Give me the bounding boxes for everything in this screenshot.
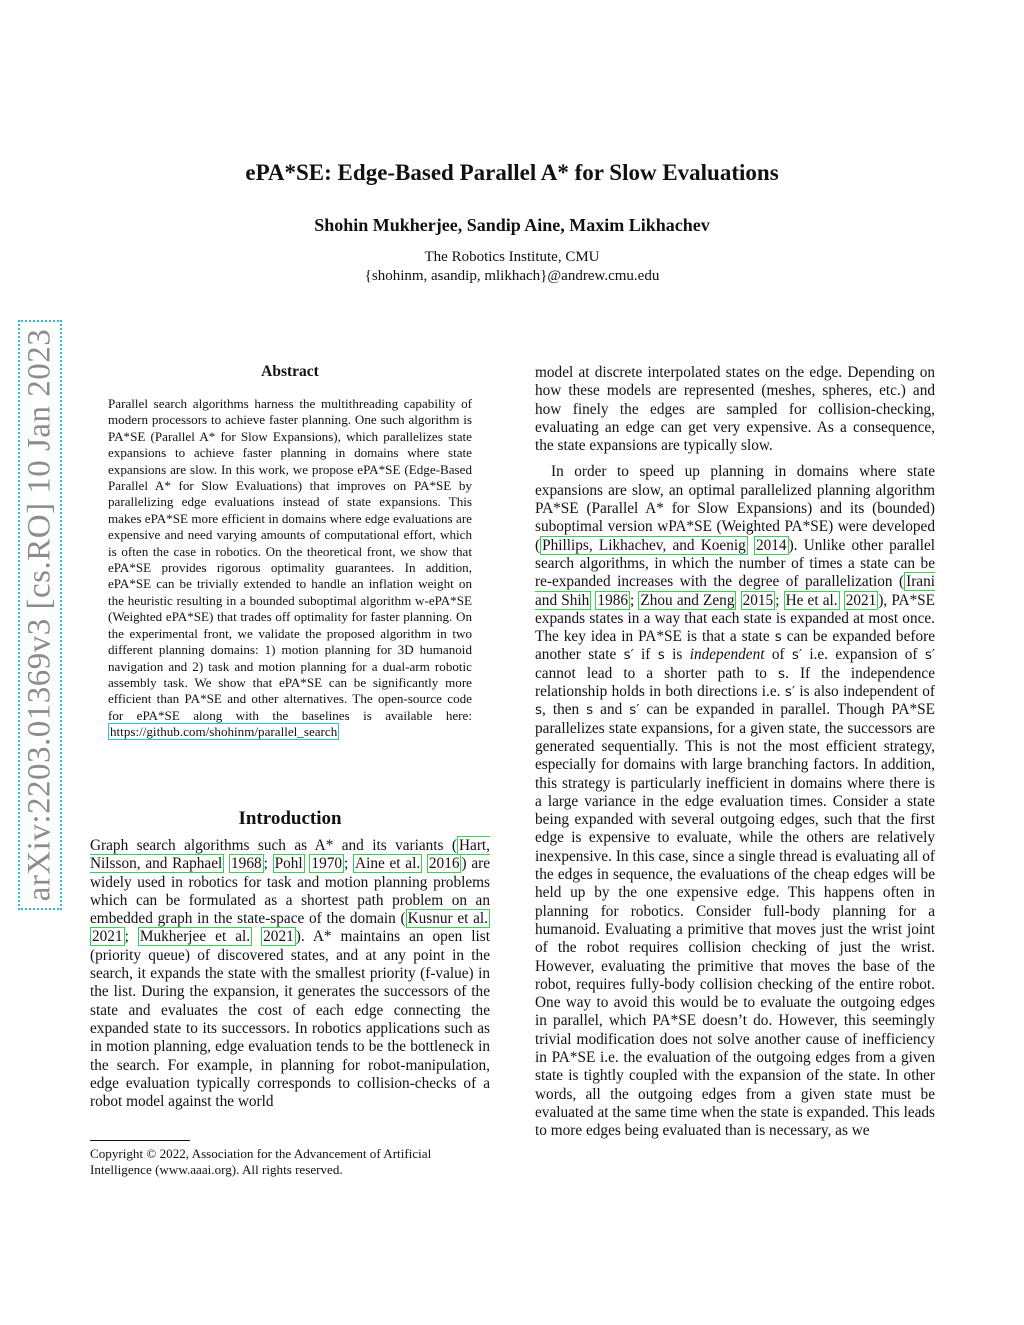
text-run: is also independent of	[795, 683, 935, 701]
arxiv-id: arXiv:2203.01369v3 [cs.RO] 10 Jan 2023	[21, 328, 58, 902]
text-run: ;	[344, 855, 354, 873]
text-run: of	[764, 646, 792, 664]
abstract-text: Parallel search algorithms harness the multithreading capability of modern processors to achieve faster planning. One such algorithm is PA*SE (Parallel A* for Slow Expansions), which parallelizes state expansions to achieve faster planning in domains where state expansions are slow. In this work, we propose ePA*SE (Edge-Based Parallel A* for Slow Evaluations) that improves on PA*SE by parallelizing edge evaluations instead of state expansions. This makes ePA*SE more efficient in domains where edge evaluations are expensive and need varying amounts of computational effort, which is often the case in robotics. On the theoretical front, we show that ePA*SE provides rigorous optimality guarantees. In addition, ePA*SE can be trivially extended to handle an inflation weight on the heuristic resulting in a bounded suboptimal algorithm w-ePA*SE (Weighted ePA*SE) that trades off optimality for faster planning. On the experimental front, we validate the proposed algorithm in two different planning domains: 1) motion planning for 3D humanoid navigation and 2) task and motion planning for a dual-arm robotic assembly task. We show that ePA*SE can be significantly more efficient than PA*SE and other alternatives. The open-source code for ePA*SE along with the baselines is available here:	[108, 396, 472, 723]
math-symbol: s′	[784, 684, 796, 701]
math-symbol: s	[657, 647, 665, 664]
citation-link[interactable]: Pohl	[274, 855, 303, 873]
introduction-paragraph	[90, 837, 490, 1111]
abstract-body	[108, 396, 472, 741]
citation-link[interactable]: Phillips, Likhachev, and Koenig	[542, 536, 746, 554]
text-run: ;	[775, 591, 784, 609]
paragraph-1: model at discrete interpolated states on the edge. Depending on how these models are represented (meshes, spheres, etc.) and how finely the edges are sampled for collision-checking, evaluating an edge can get very expensive. As a consequence, the state expansions are typically slow.	[535, 364, 935, 455]
citation-link[interactable]: 2014	[755, 536, 787, 554]
math-symbol: s	[774, 629, 782, 646]
abstract-heading: Abstract	[261, 363, 319, 380]
citation-link[interactable]: 2021	[92, 928, 123, 946]
introduction-heading: Introduction	[238, 808, 342, 829]
right-column	[535, 364, 935, 1140]
text-run: and	[593, 701, 630, 719]
text-run: ;	[263, 855, 273, 873]
citation-link[interactable]: He et al.	[785, 591, 838, 609]
copyright-footnote: Copyright © 2022, Association for the Advancement of Artificial Intelligence (www.aaai.org). All rights reserved.	[90, 1146, 432, 1178]
citation-link[interactable]: Hart, Nilsson, and Raphael	[90, 837, 490, 873]
paragraph-2	[535, 463, 935, 1140]
text-run: , then	[542, 701, 587, 719]
math-symbol: s′	[791, 647, 803, 664]
citation-link[interactable]: 2021	[845, 591, 877, 609]
affiliation: The Robotics Institute, CMU	[424, 249, 600, 265]
citation-link[interactable]: 2015	[742, 591, 774, 609]
text-run: ) are widely used in robotics for task and motion planning problems which can be formulated as a shortest path problem on an embedded graph in the state-space of the domain (	[90, 855, 490, 928]
math-symbol: s′	[924, 647, 935, 664]
citation-link[interactable]: 1970	[311, 855, 343, 873]
emphasis: independent	[689, 646, 765, 664]
text-run: Graph search algorithms such as A* and its variants (	[90, 837, 457, 854]
text-run: In order to speed up planning in domains where state expansions are slow, an optimal parallelized planning algorithm PA*SE (Parallel A* for Slow Expansions) and its (bounded) suboptimal version wPA*SE (Weighted PA*SE) were developed (	[535, 463, 935, 554]
citation-link[interactable]: Aine et al.	[355, 855, 421, 873]
author-emails: {shohinm, asandip, mlikhach}@andrew.cmu.edu	[364, 268, 660, 284]
text-run: ). Unlike other parallel search algorithms, in which the number of times a state can be re-expanded increases with the degree of parallelization (	[535, 536, 935, 591]
citation-link[interactable]: 1968	[231, 855, 262, 873]
paper-title: ePA*SE: Edge-Based Parallel A* for Slow Evaluations	[245, 160, 779, 185]
text-run: ), PA*SE expands states in a way that each state is expanded at most once. The key idea in PA*SE is that a state	[535, 591, 936, 646]
code-repo-link[interactable]: https://github.com/shohinm/parallel_search	[110, 724, 338, 740]
math-symbol: s	[535, 702, 543, 719]
text-run: can be expanded before another state	[535, 628, 935, 664]
text-run: ). A* maintains an open list (priority queue) of discovered states, and at any point in the search, it expands the state with the smallest priority (f-value) in the list. During the expansion, it generates the successors of the state and evaluates the cost of each edge connecting the expanded state to its successors. In robotics applications such as in motion planning, edge evaluation tends to be the bottleneck in the search. For example, in planning for robot-manipulation, edge evaluation typically corresponds to collision-checks of a robot model against the world	[90, 928, 491, 1111]
math-symbol: s′	[629, 702, 640, 719]
citation-link[interactable]: Irani and Shih	[535, 573, 935, 609]
arxiv-stamp[interactable]	[18, 320, 62, 910]
math-symbol: s	[778, 665, 786, 682]
footnote-rule	[90, 1140, 190, 1141]
text-run: . If the independence relationship holds in both directions i.e.	[535, 664, 936, 701]
affiliation-block	[0, 248, 1024, 286]
math-symbol: s′	[623, 647, 634, 664]
text-run: if	[633, 646, 658, 664]
citation-link[interactable]: 2016	[428, 855, 460, 873]
citation-link[interactable]: Mukherjee et al.	[139, 928, 251, 946]
text-run: can be expanded in parallel. Though PA*SE parallelizes state expansions, for a given state, the successors are generated sequentially. This is not the most efficient strategy, especially for domains with large branching factors. In addition, this strategy is particularly inefficient in domains where there is a large variance in the edge evaluation times. Consider a state being expanded with several outgoing edges, such that the first edge is expensive to evaluate, while the others are relatively inexpensive. In this case, since a single thread is evaluating all of the edges in sequence, the evaluations of the cheap edges will be held up by the one expensive edge. This happens often in planning for robotics. Consider full-body planning for a humanoid. Evaluating a primitive that moves just the wrist joint of the robot requires collision checking of just the wrist. However, evaluating the primitive that moves the base of the robot, requires fully-body collision checking of the entire robot. One way to avoid this would be to evaluate the outgoing edges in parallel, which PA*SE doesn’t do. However, this seemingly trivial modification does not solve another cause of inefficiency in PA*SE i.e. the evaluation of the outgoing edges from a given state is tightly coupled with the expansion of the state. In other words, all the outgoing edges from a given state must be evaluated at the same time when the state is expanded. This leads to more edges being evaluated than is necessary, as we	[535, 701, 935, 1140]
text-run: ;	[124, 928, 138, 946]
citation-link[interactable]: 1986	[597, 591, 629, 609]
math-symbol: s	[586, 702, 594, 719]
citation-link[interactable]: Kusnur et al.	[407, 910, 489, 928]
text-run: i.e. expansion of	[802, 646, 925, 664]
citation-link[interactable]: 2021	[263, 928, 294, 946]
text-run: is	[664, 646, 690, 664]
text-run: ;	[630, 591, 639, 609]
text-run: cannot lead to a shorter path to	[535, 664, 779, 682]
author-list: Shohin Mukherjee, Sandip Aine, Maxim Likhachev	[314, 215, 710, 235]
citation-link[interactable]: Zhou and Zeng	[640, 591, 735, 609]
